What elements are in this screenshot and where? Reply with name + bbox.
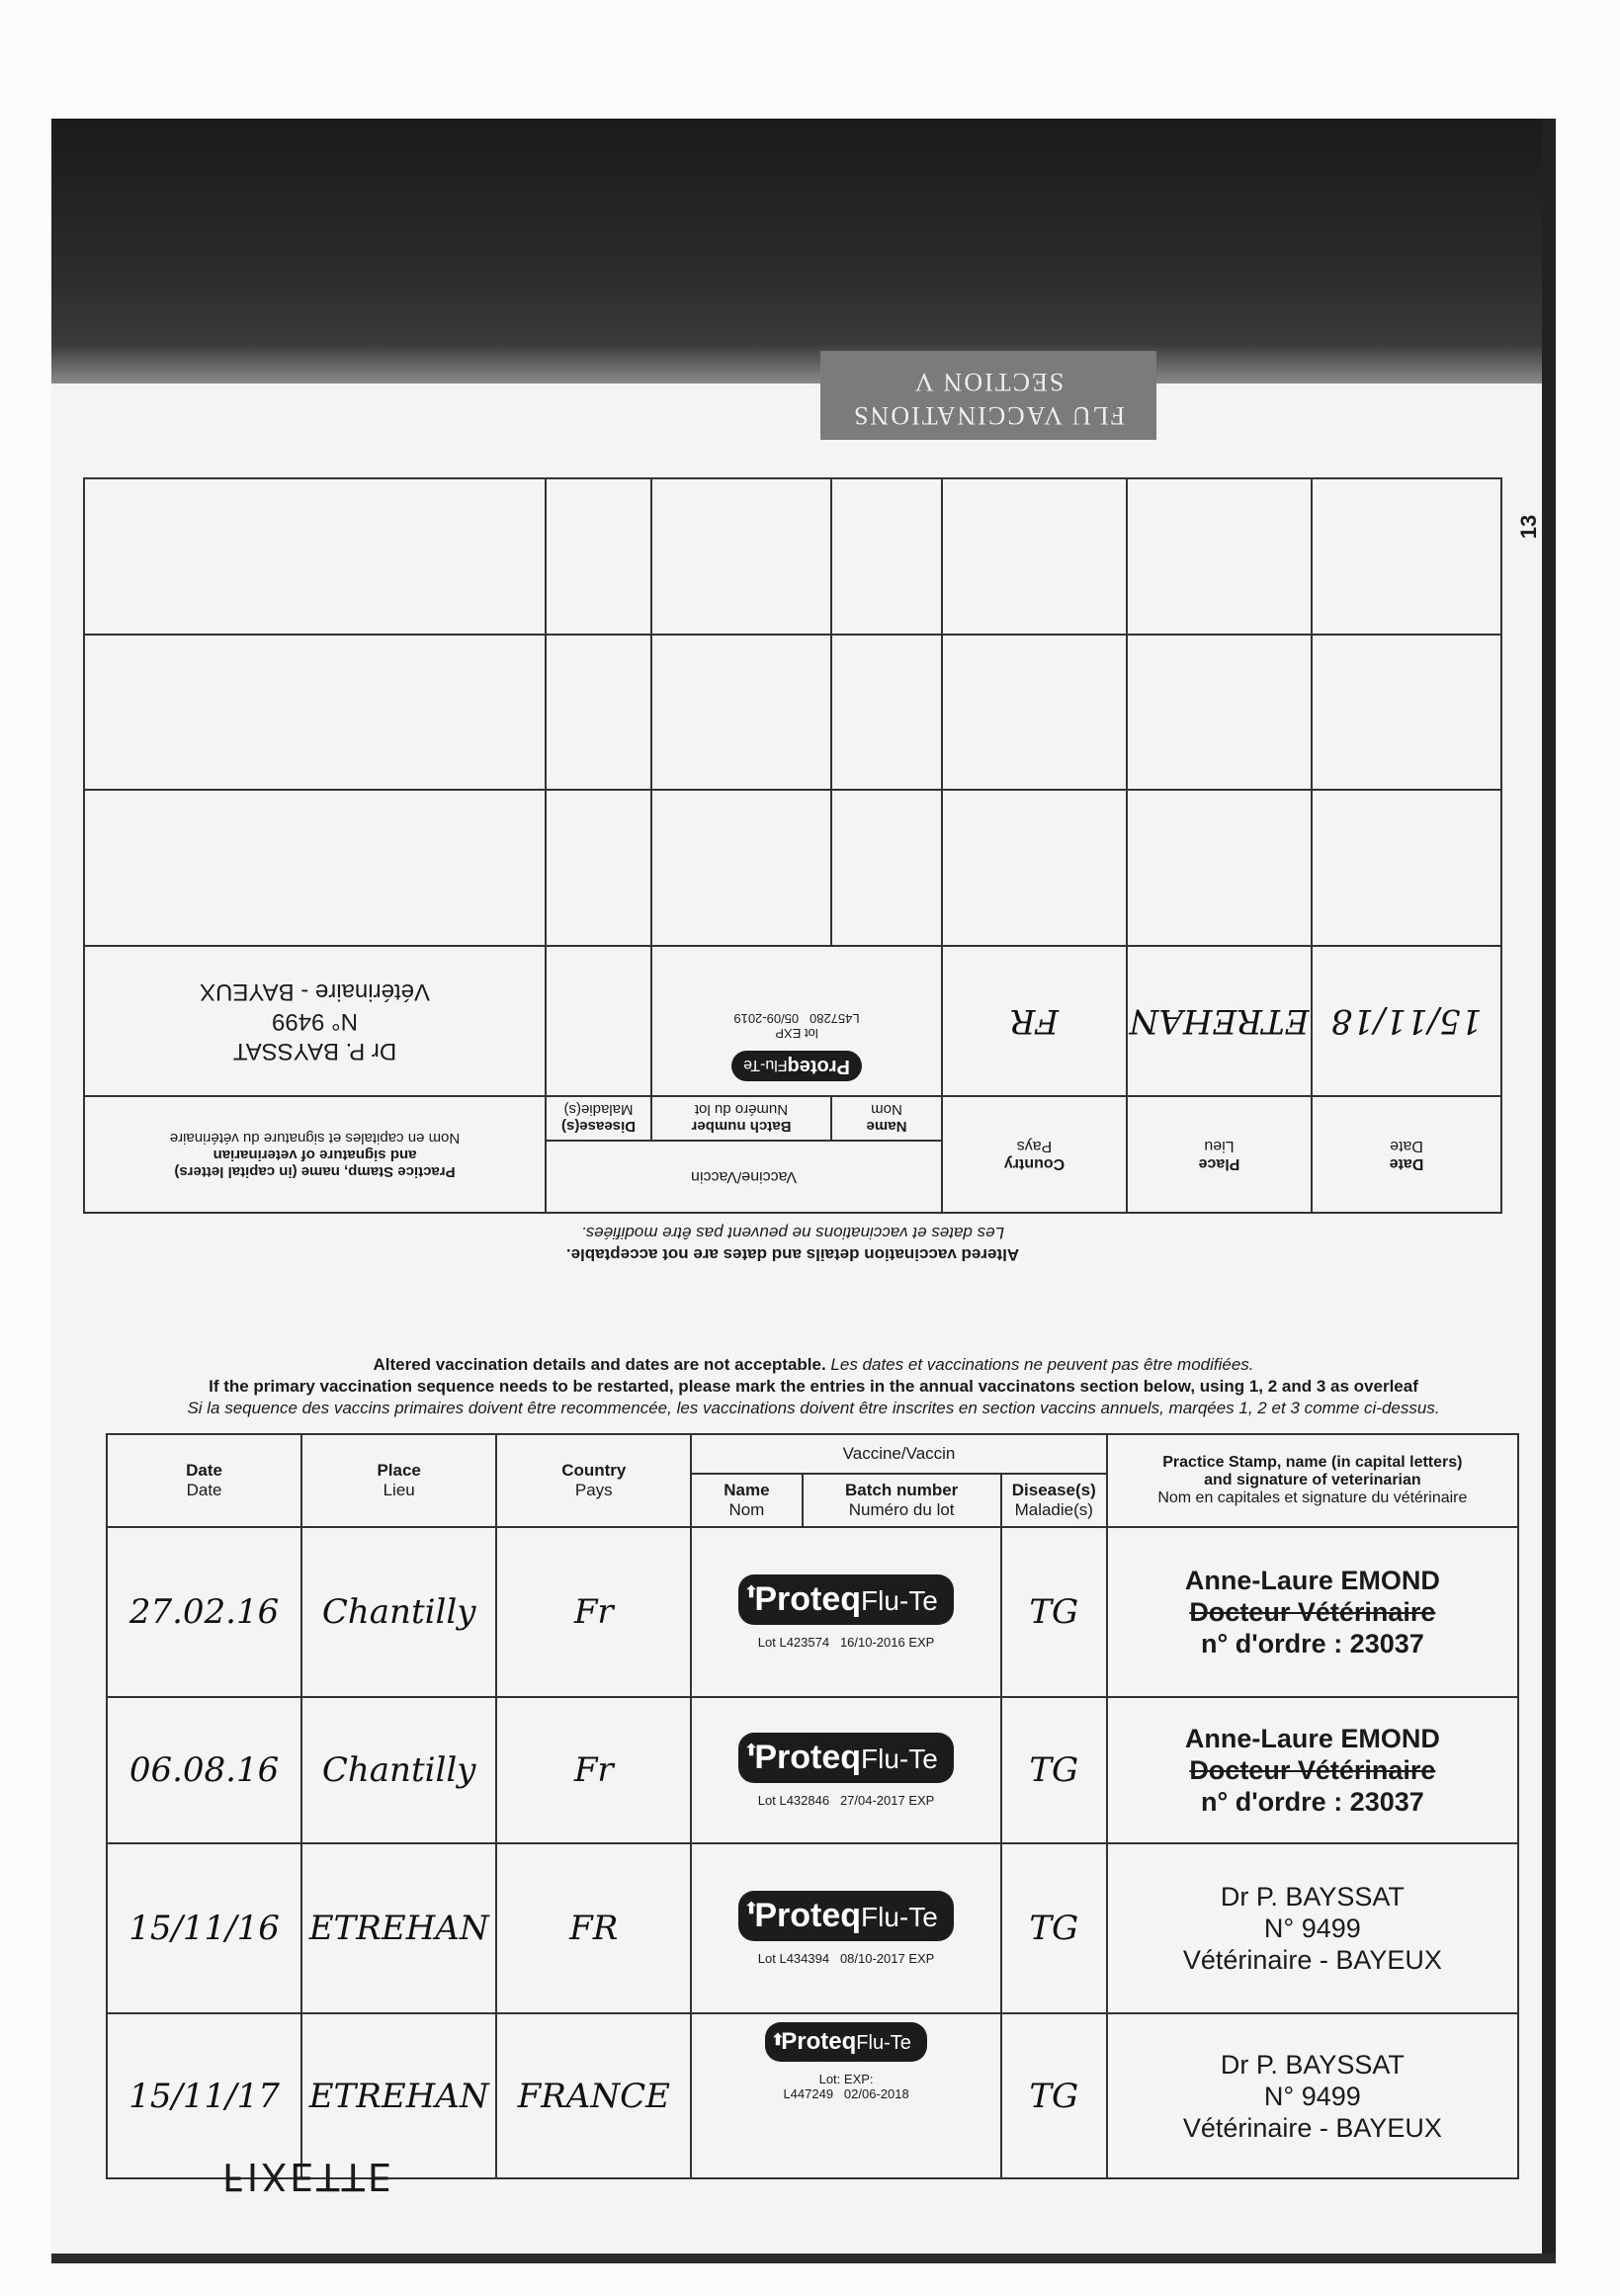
table-row: [107, 1697, 1518, 1843]
scan-right-border: [1542, 119, 1556, 2263]
stamp-line3: n° d'ordre : 23037: [1200, 1786, 1424, 1817]
sticker-arrow-icon: ⬆: [744, 1901, 758, 1918]
header-country: Country Pays: [496, 1434, 691, 1527]
row-place: Chantilly: [301, 1697, 496, 1843]
row-country: Fr: [496, 1697, 691, 1843]
upper-note-line2: Les dates et vaccinations ne peuvent pas être modifiées.: [580, 1224, 1005, 1242]
upper-row-vaccine: [651, 946, 942, 1096]
row-place: Chantilly: [301, 1527, 496, 1697]
row-stamp: [1107, 1697, 1518, 1843]
row-date: 27.02.16: [107, 1527, 301, 1697]
instruction-line3: Si la sequence des vaccins primaires doivent être recommencée, les vaccinations doivent être inscrites en section vaccins annuels, marqées 1, 2 et 3 comme ci-dessus.: [187, 1399, 1440, 1417]
row-date: 06.08.16: [107, 1697, 301, 1843]
header-date: Date Date: [107, 1434, 301, 1527]
upper-header-disease: Disease(s) Maladie(s): [546, 1096, 651, 1141]
row-vaccine: [691, 1697, 1000, 1843]
row-disease: TG: [1001, 2013, 1107, 2178]
upper-header-country: Country Pays: [942, 1096, 1127, 1213]
row-date: 15/11/16: [107, 1843, 301, 2013]
header-batch: Batch number Numéro du lot: [803, 1474, 1001, 1527]
stamp-line2: N° 9499: [1263, 2081, 1361, 2111]
instruction-line1: Altered vaccination details and dates are not acceptable. Les dates et vaccinations ne peuvent pas être modifiées.: [373, 1355, 1254, 1374]
stamp-line2: Docteur Vétérinaire: [1189, 1754, 1436, 1785]
flu-vaccination-table: [106, 1433, 1519, 2179]
row-stamp: [1107, 1527, 1518, 1697]
row-country: FRANCE: [496, 2013, 691, 2178]
row-place: ETREHAN: [301, 2013, 496, 2178]
stamp-line3: n° d'ordre : 23037: [1200, 1628, 1424, 1658]
header-stamp: Practice Stamp, name (in capital letters) and signature of veterinarian Nom en capitales et signature du vétérinaire: [1107, 1434, 1518, 1527]
upper-row-empty: [84, 790, 1501, 946]
upper-table: [83, 477, 1502, 1214]
upper-note: [83, 1222, 1502, 1265]
stamp-line1: Anne-Laure EMOND: [1184, 1565, 1440, 1595]
page-number: 13: [1516, 514, 1542, 540]
lot-line: Lot: EXP: L447249 02/06-2018: [783, 2072, 909, 2102]
sticker-arrow-icon: ⬆: [744, 1742, 758, 1759]
instructions: [107, 1354, 1520, 1419]
upper-header-date: Date Date: [1312, 1096, 1501, 1213]
stamp-line2: N° 9499: [1263, 1913, 1361, 1944]
upper-row-place: ETREHAN: [1127, 946, 1312, 1096]
upside-down-flu-section: [83, 368, 1502, 1265]
table-row: [107, 2013, 1518, 2178]
lot-line: Lot L423574 16/10-2016 EXP: [757, 1634, 935, 1650]
proteq-sticker: ⬆ ProteqFlu-Te: [738, 1574, 953, 1625]
stamp-line1: Dr P. BAYSSAT: [1220, 1882, 1405, 1913]
proteq-sticker: ⬆ ProteqFlu-Te: [738, 1891, 953, 1941]
sticker-arrow-icon: ⬆: [744, 1583, 758, 1601]
row-disease: TG: [1001, 1527, 1107, 1697]
stamp-line1: Dr P. BAYSSAT: [1220, 2049, 1405, 2080]
upper-row-country: FR: [942, 946, 1127, 1096]
upper-row-empty: [84, 635, 1501, 791]
row-place: ETREHAN: [301, 1843, 496, 2013]
table-row: [107, 1527, 1518, 1697]
upper-lot-line: lot EXP L457280 05/09-2019: [733, 1011, 860, 1042]
row-disease: TG: [1001, 1697, 1107, 1843]
upper-stamp-no: N° 9499: [272, 1007, 358, 1035]
scan-bottom-border: [51, 2253, 1556, 2263]
lot-line: Lot L432846 27/04-2017 EXP: [757, 1792, 935, 1808]
header-disease: Disease(s) Maladie(s): [1001, 1474, 1107, 1527]
upper-header-place: Place Lieu: [1127, 1096, 1312, 1213]
row-vaccine: [691, 1527, 1000, 1697]
upper-header-stamp: Practice Stamp, name (in capital letters) and signature of veterinarian Nom en capitales et signature du vétérinaire: [84, 1096, 546, 1213]
stamp-line2: Docteur Vétérinaire: [1189, 1596, 1436, 1627]
scan-shadow-band: [51, 119, 1556, 383]
section-banner: [820, 351, 1156, 440]
header-vaccine: Vaccine/Vaccin: [691, 1434, 1106, 1474]
upper-note-line1: Altered vaccination details and dates are not acceptable.: [565, 1245, 1020, 1264]
upper-header-name: Name Nom: [831, 1096, 942, 1141]
row-vaccine: [691, 1843, 1000, 2013]
instruction-line2: If the primary vaccination sequence needs to be restarted, please mark the entries in the annual vaccinatons section below, using 1, 2 and 3 as overleaf: [209, 1377, 1418, 1396]
upper-row-empty: [84, 478, 1501, 635]
upper-header-vaccine: Vaccine/Vaccin: [546, 1141, 942, 1213]
proteq-sticker: ⬆ ProteqFlu-Te: [738, 1733, 953, 1783]
row-date: 15/11/17: [107, 2013, 301, 2178]
upper-row-stamp: [84, 946, 546, 1096]
table-row: [107, 1843, 1518, 2013]
upper-proteq-sticker: ProteqFlu-Te: [731, 1051, 862, 1081]
row-stamp: [1107, 1843, 1518, 2013]
header-name: Name Nom: [691, 1474, 802, 1527]
upper-header-batch: Batch number Numéro du lot: [651, 1096, 831, 1141]
row-stamp: [1107, 2013, 1518, 2178]
row-vaccine: [691, 2013, 1000, 2178]
upper-stamp-name: Dr P. BAYSSAT: [232, 1037, 397, 1064]
upper-row-filled: [84, 946, 1501, 1096]
row-country: Fr: [496, 1527, 691, 1697]
lot-line: Lot L434394 08/10-2017 EXP: [757, 1951, 935, 1967]
banner-title: FLU VACCINATIONS: [852, 401, 1125, 430]
row-disease: TG: [1001, 1843, 1107, 2013]
handwritten-fixette: FIXETTE: [222, 2155, 394, 2198]
row-country: FR: [496, 1843, 691, 2013]
stamp-line1: Anne-Laure EMOND: [1184, 1723, 1440, 1753]
upper-row-date: 15/11/18: [1312, 946, 1501, 1096]
proteq-sticker: ⬆ ProteqFlu-Te: [765, 2022, 927, 2062]
banner-subtitle: SECTION V: [912, 368, 1065, 396]
sticker-arrow-icon: ⬆: [771, 2032, 785, 2050]
stamp-line3: Vétérinaire - BAYEUX: [1182, 2112, 1442, 2143]
header-place: Place Lieu: [301, 1434, 496, 1527]
upper-stamp-place: Vétérinaire - BAYEUX: [200, 978, 430, 1005]
stamp-line3: Vétérinaire - BAYEUX: [1182, 1945, 1442, 1976]
